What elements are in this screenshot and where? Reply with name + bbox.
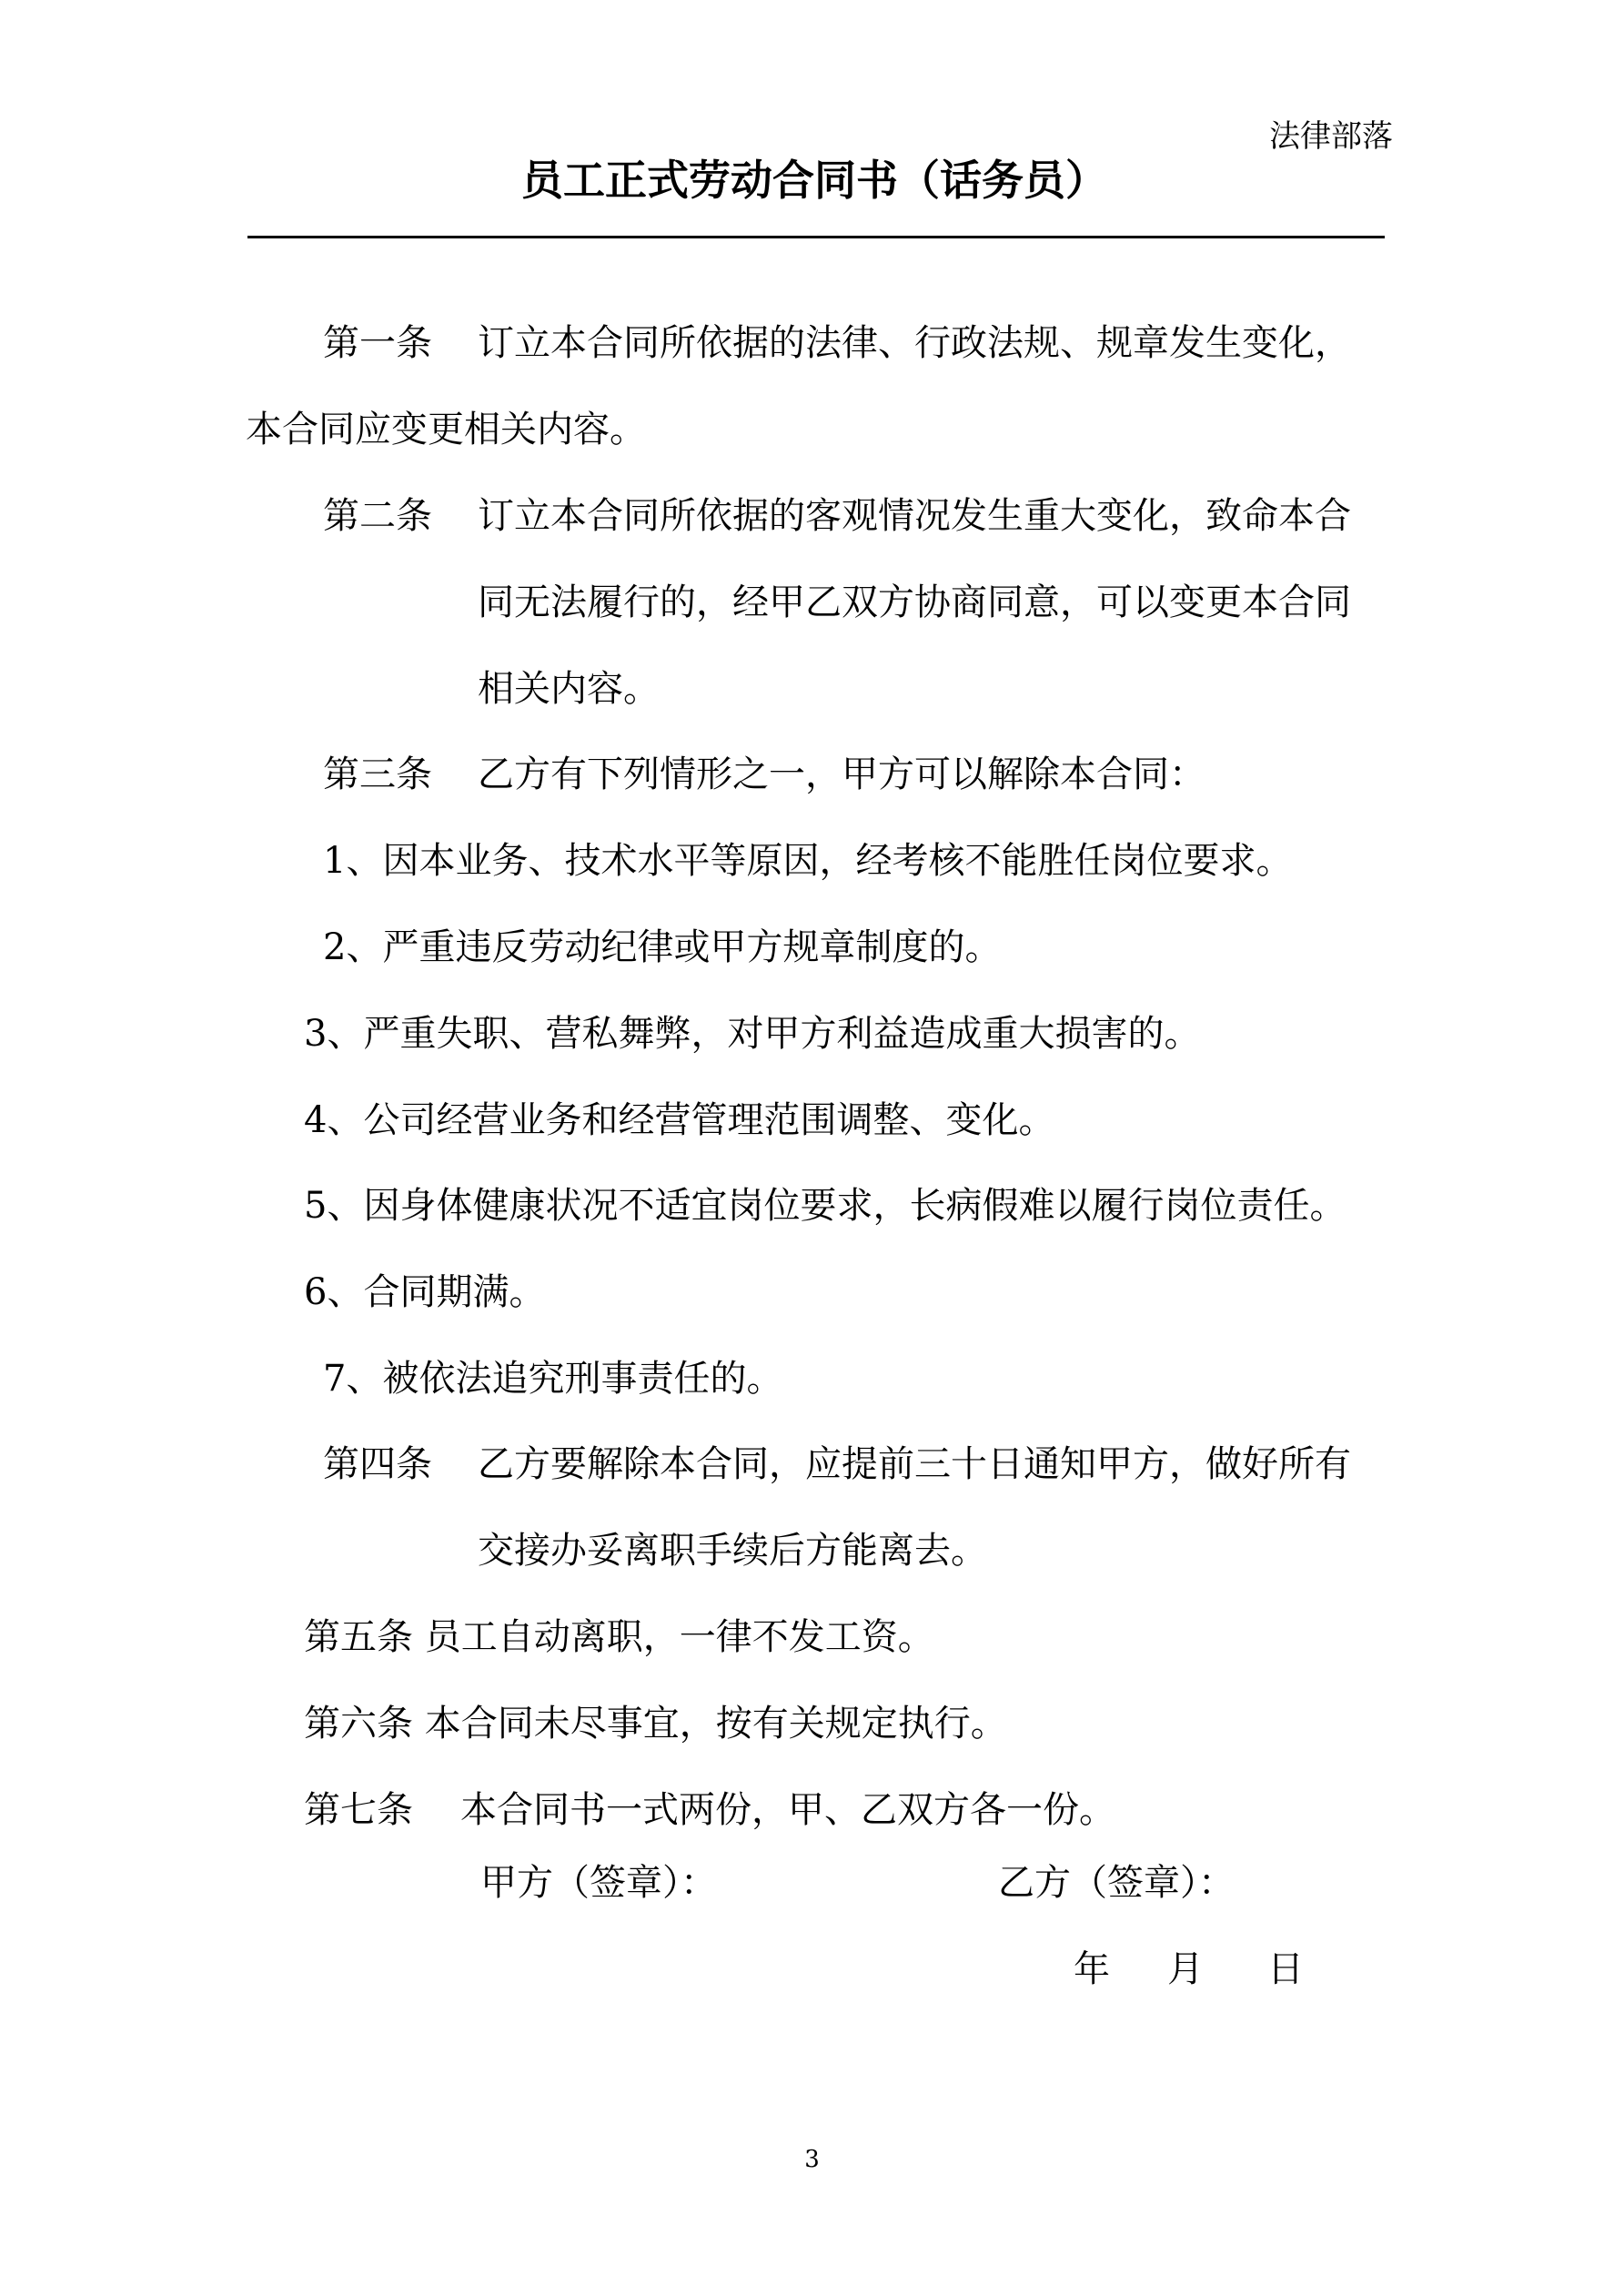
article-2-line-2: 同无法履行的，经甲乙双方协商同意，可以变更本合同 <box>478 582 1351 623</box>
article-5: 第五条 员工自动离职，一律不发工资。 <box>304 1616 934 1658</box>
article-3-item-1: 1、因本业务、技术水平等原因，经考核不能胜任岗位要求。 <box>323 840 1293 882</box>
article-2-text: 订立本合同所依据的客观情况发生重大变化，致命本合 <box>478 495 1351 537</box>
article-1-text: 订立本合同所依据的法律、行政法规、规章发生变化， <box>478 322 1351 364</box>
article-1-line-1 <box>323 318 1351 369</box>
article-3-label: 第三条 <box>323 754 432 795</box>
article-4-label: 第四条 <box>323 1443 432 1485</box>
article-3-item-6: 6、合同期满。 <box>304 1271 546 1313</box>
title-divider <box>247 236 1385 238</box>
article-4-line-1 <box>323 1439 1351 1490</box>
page-number: 3 <box>804 2146 820 2173</box>
article-7-label: 第七条 <box>304 1789 413 1831</box>
article-2-label: 第二条 <box>323 495 432 537</box>
date-day: 日 <box>1267 1948 1304 1990</box>
article-3-item-4: 4、公司经营业务和经营管理范围调整、变化。 <box>304 1099 1055 1141</box>
article-3-item-5: 5、因身体健康状况不适宜岗位要求，长病假难以履行岗位责任。 <box>304 1185 1347 1227</box>
article-2-line-3: 相关内容。 <box>478 668 660 710</box>
article-4-line-2: 交接办妥离职手续后方能离去。 <box>478 1530 987 1572</box>
article-3-item-7: 7、被依法追究刑事责任的。 <box>323 1358 783 1400</box>
article-3-item-3: 3、严重失职、营私舞弊，对甲方利益造成重大损害的。 <box>304 1013 1201 1055</box>
article-7 <box>304 1785 1115 1836</box>
article-3-line-1 <box>323 749 1205 800</box>
article-3-item-2: 2、严重违反劳动纪律或甲方规章制度的。 <box>323 926 1002 968</box>
date-year: 年 <box>1074 1948 1110 1990</box>
party-b-signature: 乙方（签章）： <box>998 1862 1235 1904</box>
date-month: 月 <box>1167 1948 1204 1990</box>
article-7-text: 本合同书一式两份，甲、乙双方各一份。 <box>460 1789 1115 1831</box>
article-1-label: 第一条 <box>323 322 432 364</box>
article-4-text: 乙方要解除本合同，应提前三十日通知甲方，做好所有 <box>478 1443 1351 1485</box>
party-a-signature: 甲方（签章）： <box>480 1862 717 1904</box>
article-3-text: 乙方有下列情形之一，甲方可以解除本合同： <box>478 754 1205 795</box>
document-title: 员工正式劳动合同书（话务员） <box>521 156 1107 205</box>
article-2-line-1 <box>323 491 1351 541</box>
article-6: 第六条 本合同未尽事宜，按有关规定执行。 <box>304 1703 1007 1745</box>
article-1-line-2: 本合同应变更相关内容。 <box>246 409 646 450</box>
header-source-label: 法律部落 <box>1269 118 1393 155</box>
